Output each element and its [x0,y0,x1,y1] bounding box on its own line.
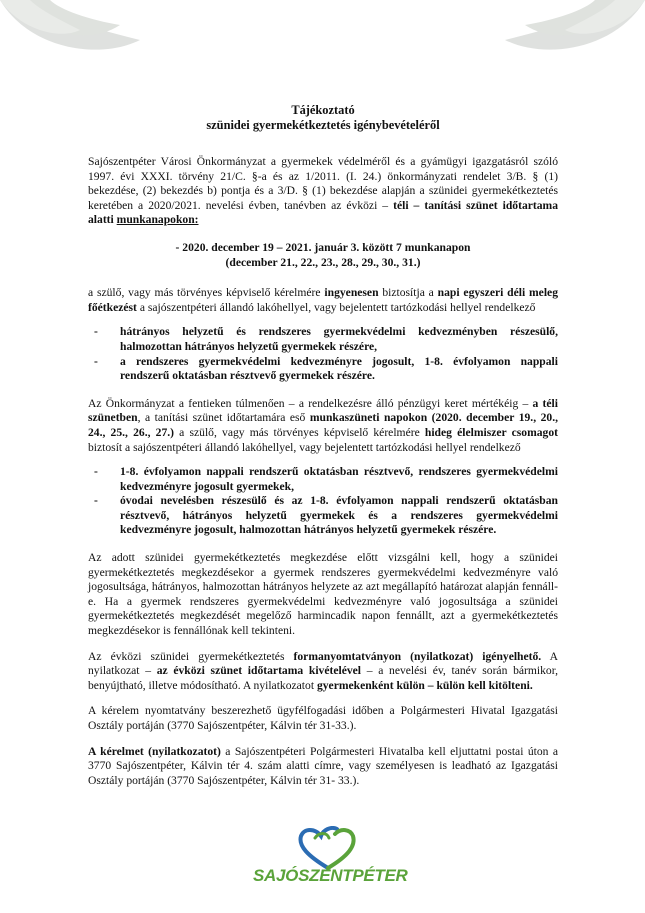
title-line-2: szünidei gyermekétkeztetés igénybevételéről [206,118,440,132]
p2-text-1: a szülő, vagy más törvényes képviselő kérelmére [88,286,325,300]
p3-text-3: a szülő, vagy más törvényes képviselő kérelmére [174,425,425,439]
p2-text-2: biztosítja a [378,286,438,300]
title-line-1: Tájékoztató [291,103,355,117]
leaf-decoration-left [0,0,150,70]
document-body [88,103,558,788]
document-title [88,103,558,133]
eligibility-list-1 [88,325,558,383]
hot-meal-paragraph [88,286,558,315]
intro-text: Sajószentpéter Városi Önkormányzat a gyermekek védelméről és a gyámügyi igazgatásról szóló 1997. évi XXXI. törvény 21/C. §-a és az 1/2011. (I. 24.) önkormányzati rendelet 3/B. § (1) bekezdése, (2) bekezdés b) pontja és a 3/D. § (1) bekezdése alapján a szünidei gyermekétkeztetés keretében a 2020/2021. nevelési évben, tanévben az évközi – [88,155,558,212]
p5-bold-2: az évközi szünet időtartama kivételével [156,664,362,678]
p5-text-3: – a nevelési év, tanév során bármikor, benyújtható, illetve módosítható. A nyilatkozatot [88,664,558,692]
city-logo [253,826,408,906]
list-item: - 1-8. évfolyamon nappali rendszerű oktatásban résztvevő, rendszeres gyermekvédelmi kedvezményre jogosult gyermekek, [88,465,558,494]
heart-icon [253,826,403,871]
food-package-paragraph [88,397,558,455]
p5-bold-3: gyermekenként külön – külön kell kitölteni. [316,678,533,692]
p2-text-3: a sajószentpéteri állandó lakóhellyel, vagy bejelentett tartózkodási hellyel rendelkező [136,300,536,314]
intro-underlined: munkanapokon: [116,213,199,227]
date-range-block [88,241,558,270]
p2-bold-2: napi egyszeri déli meleg főétkezést [88,286,558,314]
list-item: - óvodai nevelésben részesülő és az 1-8. évfolyamon nappali rendszerű oktatásban résztvevő, hátrányos helyzetű gyermekek és a rendszeres gyermekvédelmi kedvezményre jogosult, halmozottan hátrányos helyzetű gyermekek részére. [88,494,558,538]
eligibility-list-2 [88,465,558,538]
p7-bold-1: A kérelmet (nyilatkozatot) [88,744,221,758]
p5-text-1: Az évközi szünidei gyermekétkeztetés [88,649,294,663]
leaf-decoration-right [495,0,645,70]
list-item: - hátrányos helyzetű és rendszeres gyermekvédelmi kedvezményben részesülő, halmozottan hátrányos helyzetű gyermekek részére, [88,325,558,354]
p3-bold-3: hideg élelmiszer csomagot [424,425,558,439]
submission-paragraph [88,745,558,789]
p5-bold-1: formanyomtatványon (nyilatkozat) igényelhető. [293,649,542,663]
list-item: - a rendszeres gyermekvédelmi kedvezményre jogosult, 1-8. évfolyamon nappali rendszerű oktatásban résztvevő gyermekek részére. [88,355,558,384]
intro-bold: téli – tanítási szünet időtartama alatti [88,198,559,227]
intro-paragraph [88,155,558,228]
p3-text-4: biztosít a sajószentpéteri állandó lakóhellyel, vagy bejelentett tartózkodási hellyel rendelkező [88,440,521,454]
date-days-line: (december 21., 22., 23., 28., 29., 30., 31.) [225,255,421,269]
p5-text-2: A nyilatkozat – [88,649,558,678]
p3-text-2: , a tanítási szünet időtartamára eső [137,411,310,425]
logo-text: SAJÓSZENTPÉTER [253,866,408,885]
date-range-line: - 2020. december 19 – 2021. január 3. között 7 munkanapon [175,240,471,254]
p7-text-1: a Sajószentpéteri Polgármesteri Hivatalba kell eljuttatni postai úton a 3770 Sajószentpéter, Kálvin tér 4. szám alatti címre, vagy személyesen is leadható az Igazgatási Osztály portáján (3770 Sajószentpéter, Kálvin tér 31- 33.). [88,744,558,787]
form-availability-paragraph: A kérelem nyomtatvány beszerezhető ügyfélfogadási időben a Polgármesteri Hivatal Igazgatási Osztály portáján (3770 Sajószentpéter, Kálvin tér 31-33.). [88,704,558,732]
p2-bold-1: ingyenesen [324,286,379,300]
p3-bold-1: a téli szünetben [88,396,558,425]
p3-bold-2: munkaszüneti napokon (2020. december 19., 20., 24., 25., 26., 27.) [88,411,558,439]
form-paragraph [88,650,558,694]
eligibility-check-paragraph: Az adott szünidei gyermekétkeztetés megkezdése előtt vizsgálni kell, hogy a szünidei gyermekétkeztetés megkezdésekor a gyermek rendszeres gyermekvédelmi kedvezményre való jogosultsága, hátrányos, halmozottan hátrányos helyzete az azt megállapító határozat alapján fennáll-e. Ha a gyermek rendszeres gyermekvédelmi kedvezményre való jogosultsága a szünidei gyermekétkeztetés megkezdését megelőző harmincadik napon fennállt, azt a gyermekétkeztetés megkezdésekor is fennállónak kell tekinteni. [88,551,558,638]
p3-text-1: Az Önkormányzat a fentieken túlmenően – a rendelkezésre álló pénzügyi keret mértékéig – [88,396,533,410]
